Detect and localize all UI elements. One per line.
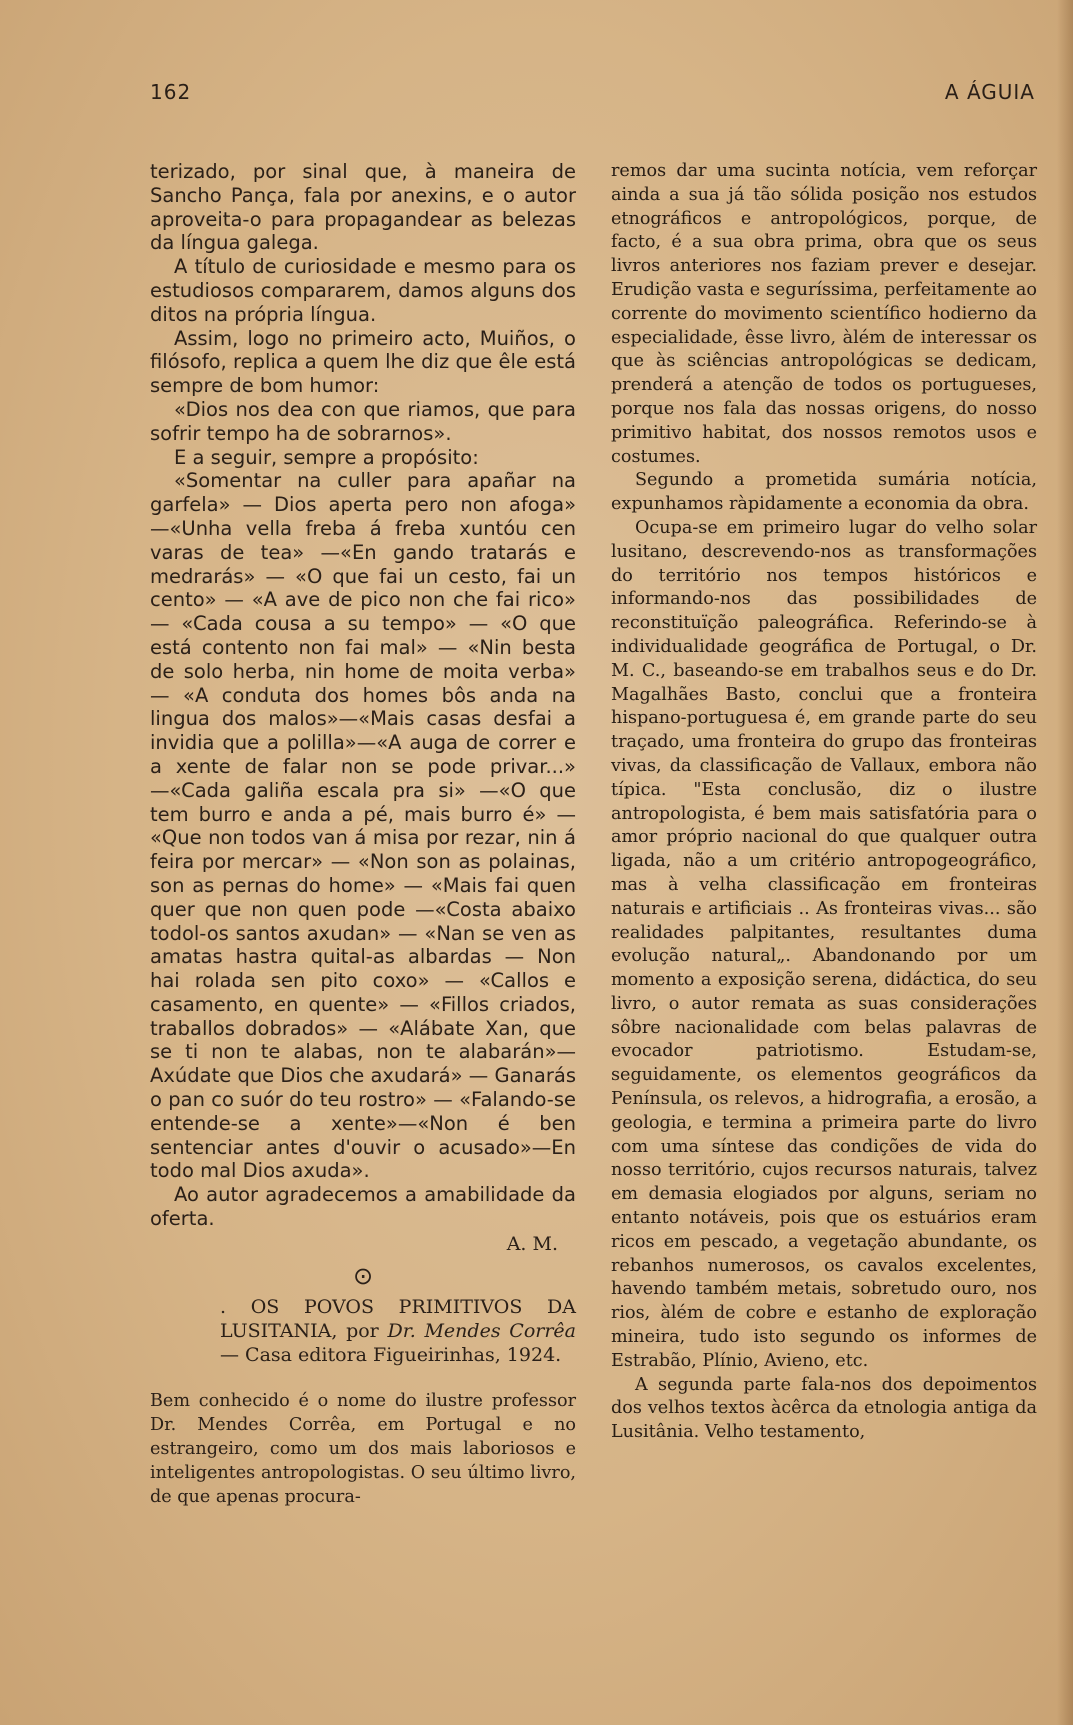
left-column [150,160,576,1509]
paragraph: Bem conhecido é o nome do ilustre professor Dr. Mendes Corrêa, em Portugal e no estrangeiro, como um dos mais laboriosos e inteligentes antropologistas. O seu último livro, de que apenas procura- [150,1390,576,1507]
review-author: Dr. Mendes Corrêa [387,1319,576,1342]
review-title: . OS POVOS PRIMITIVOS DA LUSITANIA, por [220,1295,576,1342]
paragraph: Segundo a prometida sumária notícia, expunhamos ràpidamente a economia da obra. [611,470,1037,515]
paragraph: remos dar uma sucinta notícia, vem reforçar ainda a sua já tão sólida posição nos estudos etnográficos e antropológicos, porque, de facto, é a sua obra prima, obra que os seus livros anteriores nos faziam prever e desejar. Erudição vasta e seguríssima, perfeitamente ao corrente do movimento scientífico hodierno da especialidade, êsse livro, àlém de interessar os que às sciências antropológicas se dedicam, prenderá a atenção de todos os portugueses, porque nos fala das nossas origens, do nosso primitivo habitat, dos nossos remotos usos e costumes. [611,161,1037,467]
review-heading [220,1295,576,1367]
paragraph: terizado, por sinal que, à maneira de Sancho Pança, fala por anexins, e o autor aproveita-o para propagandear as belezas da língua galega. [150,160,576,255]
page-number: 162 [150,80,192,104]
paragraph: A segunda parte fala-nos dos depoimentos dos velhos textos àcêrca da etnologia antiga da Lusitânia. Velho testamento, [611,1374,1037,1443]
review-body [150,1389,576,1509]
paragraph: «Dios nos dea con que riamos, que para sofrir tempo ha de sobrarnos». [150,397,576,445]
paragraph: Assim, logo no primeiro acto, Muiños, o filósofo, replica a quem lhe diz que êle está sempre de bom humor: [150,326,576,398]
journal-title: A ÁGUIA [944,80,1035,104]
page-edge-shadow [1057,0,1073,1725]
right-column [611,160,1037,1445]
paragraph: E a seguir, sempre a propósito: [174,445,479,469]
paragraph: Ocupa-se em primeiro lugar do velho solar lusitano, descrevendo-nos as transformações do território nos tempos históricos e informando-nos das possibilidades de reconstituïção paleográfica. Referindo-se à individualidade geográfica de Portugal, o Dr. M. C., baseando-se em trabalhos seus e do Dr. Magalhães Basto, conclui que a fronteira hispano-portuguesa é, em grande parte do seu traçado, uma fronteira do grupo das fronteiras vivas, da classificação de Vallaux, embora não típica. "Esta conclusão, diz o ilustre antropologista, é bem mais satisfatória para o amor próprio nacional do que qualquer outra ligada, não a um critério antropogeográfico, mas à velha classificação em fronteiras naturais e artificiais .. As fronteiras vivas... são realidades palpitantes, resultantes duma evolução natural„. Abandonando por um momento a exposição serena, didáctica, do seu livro, o autor remata as suas considerações sôbre nacionalidade com belas palavras de evocador patriotismo. Estudam-se, seguidamente, os elementos geográficos da Península, os relevos, a hidrografia, a erosão, a geologia, e termina a primeira parte do livro com uma síntese das condições de vida do nosso território, cujos recursos naturais, talvez em demasia elogiados por alguns, seriam no entanto notáveis, pois que os estuários eram ricos em pescado, a vegetação abundante, os rebanhos numerosos, os cavalos excelentes, havendo também metais, sobretudo ouro, nos rios, àlém de cobre e estanho de exploração mineira, tudo isto segundo os informes de Estrabão, Plínio, Avieno, etc. [611,517,1037,1371]
paragraph: A título de curiosidade e mesmo para os estudiosos compararem, damos alguns dos ditos na própria língua. [150,255,576,326]
section-ornament: ⊙ [352,1261,374,1290]
author-signature: A. M. [506,1232,558,1255]
paragraph: «Somentar na culler para apañar na garfela» — Dios aperta pero non afoga» —«Unha vella freba á freba xuntóu cen varas de tea» —«En gando tratarás e medrarás» — «O que fai un cesto, fai un cento» — «A ave de pico non che fai rico» — «Cada cousa a su tempo» — «O que está contento non fai mal» — «Nin besta de solo herba, nin home de moita verba» — «A conduta dos homes bôs anda na lingua dos malos»—«Mais casas desfai a invidia que a polilla»—«A auga de correr e a xente de falar non se pode privar...» —«Cada galiña escala pra si» —«O que tem burro e anda a pé, mais burro é» — «Que non todos van á misa por rezar, nin á feira por mercar» — «Non son as polainas, son as pernas do home» — «Mais fai quen quer que non quen pode —«Costa abaixo todol-os santos axudan» — «Nan se ven as amatas hastra quital-as albardas — Non hai rolada sen pito coxo» — «Callos e casamento, en quente» — «Fillos criados, traballos dobrados» — «Alábate Xan, que se ti non te alabas, non te alabarán»—Axúdate que Dios che axudará» — Ganarás o pan co suór do teu rostro» — «Falando-se entende-se a xente»—«Non é ben sentenciar antes d'ouvir o acusado»—En todo mal Dios axuda». [150,469,576,1183]
running-header [150,80,1035,110]
review-publisher: — Casa editora Figueirinhas, 1924. [220,1343,562,1366]
paragraph: Ao autor agradecemos a amabilidade da oferta. [150,1183,576,1231]
